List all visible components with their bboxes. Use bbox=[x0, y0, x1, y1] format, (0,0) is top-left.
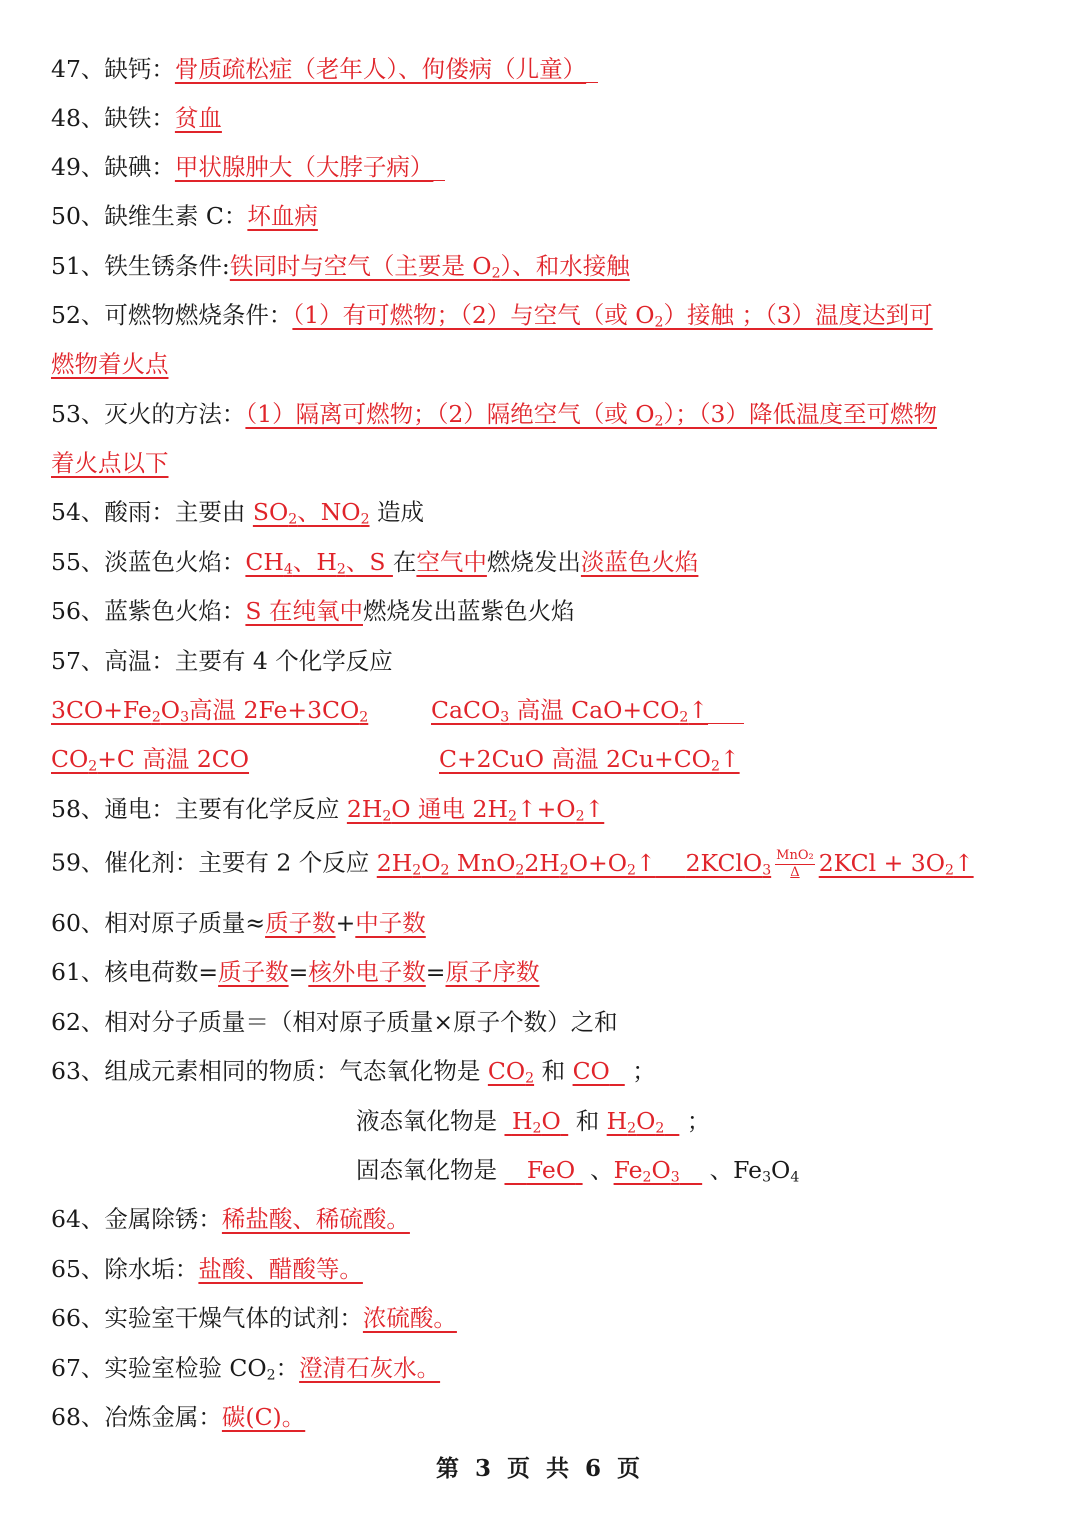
catalyst-condition: $\frac{\text{MnO₂}}{\Delta}$ bbox=[776, 848, 814, 880]
item-answer: $SO_2$、$NO_2$ bbox=[252, 498, 370, 528]
item-label: 63、组成元素相同的物质：气态氧化物是 bbox=[51, 1057, 488, 1085]
item-56: 56、蓝紫色火焰：S 在纯氧中燃烧发出蓝紫色火焰 bbox=[51, 597, 575, 625]
item-54: 54、酸雨：主要由 $SO_2$、$NO_2$ 造成 bbox=[51, 498, 425, 528]
item-49 bbox=[51, 153, 1040, 181]
item-label: 液态氧化物是 bbox=[356, 1107, 505, 1135]
item-label: 50、缺维生素 C： bbox=[51, 202, 248, 230]
item-52-continued bbox=[51, 350, 1040, 378]
item-label: 54、酸雨：主要由 bbox=[51, 498, 253, 526]
item-label: 51、铁生锈条件: bbox=[51, 252, 230, 280]
item-answer: $2H_2O$ 通电 $2H_2↑+O_2↑$ bbox=[346, 795, 605, 825]
item-label: 56、蓝紫色火焰： bbox=[51, 597, 246, 625]
item-55: 55、淡蓝色火焰：$CH_4$、$H_2$、S 在空气中燃烧发出淡蓝色火焰 bbox=[51, 548, 699, 578]
item-label: 66、实验室干燥气体的试剂： bbox=[51, 1304, 363, 1332]
item-label: 52、可燃物燃烧条件： bbox=[51, 301, 293, 329]
item-66 bbox=[51, 1304, 1040, 1332]
item-answer: 坏血病 bbox=[247, 202, 318, 230]
item-label: 61、核电荷数= bbox=[51, 958, 219, 986]
item-answer: S 在纯氧中 bbox=[245, 597, 363, 625]
item-answer: 稀盐酸、稀硫酸。 bbox=[221, 1205, 410, 1233]
item-answer: 着火点以下 bbox=[51, 449, 169, 477]
item-label: 68、冶炼金属： bbox=[51, 1403, 222, 1431]
item-answer: 碳(C)。 bbox=[221, 1403, 306, 1431]
answer-blank bbox=[433, 179, 445, 181]
item-63-solid: 固态氧化物是 FeO 、$Fe_2O_3$ 、$Fe_3O_4$ bbox=[356, 1156, 800, 1186]
item-label: 固态氧化物是 bbox=[356, 1156, 505, 1184]
answer-blank bbox=[708, 722, 744, 724]
item-68 bbox=[51, 1403, 1040, 1431]
item-61: 61、核电荷数=质子数=核外电子数=原子序数 bbox=[51, 958, 540, 986]
item-answer: 铁同时与空气（主要是 $O_2$）、和水接触 bbox=[229, 252, 630, 282]
item-52 bbox=[51, 301, 1040, 331]
item-62 bbox=[51, 1008, 1040, 1036]
item-59 bbox=[51, 848, 1040, 880]
item-48 bbox=[51, 104, 1040, 132]
item-answer: 骨质疏松症（老年人）、佝偻病（儿童） bbox=[174, 55, 587, 83]
item-answer: 甲状腺肿大（大脖子病） bbox=[174, 153, 434, 181]
item-47 bbox=[51, 55, 1040, 83]
item-label: 55、淡蓝色火焰： bbox=[51, 548, 246, 576]
item-answer: 盐酸、醋酸等。 bbox=[198, 1255, 363, 1283]
item-63: 63、组成元素相同的物质：气态氧化物是 $CO_2$ 和 CO ； bbox=[51, 1057, 656, 1087]
item-label: 58、通电：主要有化学反应 bbox=[51, 795, 347, 823]
answer-blank bbox=[586, 81, 598, 83]
item-63-liquid: 液态氧化物是 $H_2O$ 和 $H_2O_2$ ； bbox=[356, 1107, 711, 1137]
item-label: 49、缺碘： bbox=[51, 153, 175, 181]
item-58 bbox=[51, 795, 1040, 825]
item-64 bbox=[51, 1205, 1040, 1233]
reaction-kclo3: $2KCl + 3O_2↑$ bbox=[818, 848, 974, 879]
item-label: 62、相对分子质量＝（相对原子质量×原子个数）之和 bbox=[51, 1008, 618, 1036]
reaction-4: C+2CuO 高温 $2Cu+CO_2↑$ bbox=[439, 745, 740, 775]
item-53-continued bbox=[51, 449, 1040, 477]
item-answer: 贫血 bbox=[174, 104, 222, 132]
item-label: 65、除水垢： bbox=[51, 1255, 199, 1283]
item-label: 59、催化剂：主要有 2 个反应 bbox=[51, 848, 377, 877]
reaction-h2o2: $2H_2O_2$ $MnO_22H_2O+O_2↑$ 2KClO$_3$ bbox=[376, 848, 772, 879]
reaction-row-2 bbox=[51, 745, 1040, 775]
item-answer: $CH_4$、$H_2$、S bbox=[245, 548, 393, 578]
item-answer: 燃物着火点 bbox=[51, 350, 169, 378]
item-65 bbox=[51, 1255, 1040, 1283]
item-67: 67、实验室检验 $CO_2$：澄清石灰水。 bbox=[51, 1354, 441, 1384]
item-label: 64、金属除锈： bbox=[51, 1205, 222, 1233]
reaction-3: $CO_2+C$ 高温 2CO bbox=[51, 745, 250, 775]
item-label: 57、高温：主要有 4 个化学反应 bbox=[51, 647, 393, 675]
item-answer: （1）有可燃物；（2）与空气（或 $O_2$）接触 ；（3）温度达到可 bbox=[292, 301, 933, 331]
item-label: 60、相对原子质量≈ bbox=[51, 909, 266, 937]
item-53 bbox=[51, 400, 1040, 430]
item-label: 48、缺铁： bbox=[51, 104, 175, 132]
item-answer: 澄清石灰水。 bbox=[299, 1354, 441, 1382]
item-57 bbox=[51, 647, 1040, 675]
page-footer: 第 3 页 共 6 页 bbox=[435, 1455, 645, 1482]
item-51 bbox=[51, 252, 1040, 282]
item-answer: （1）隔离可燃物；（2）隔绝空气（或 $O_2$）；（3）降低温度至可燃物 bbox=[245, 400, 937, 430]
reaction-1: $3CO+Fe_2O_3$高温 $2Fe+3CO_2$ bbox=[51, 696, 369, 726]
item-label: 67、实验室检验 CO bbox=[51, 1354, 267, 1382]
item-60: 60、相对原子质量≈质子数+中子数 bbox=[51, 909, 426, 937]
reaction-row-1 bbox=[51, 696, 1040, 726]
item-label: 47、缺钙： bbox=[51, 55, 175, 83]
item-label: 53、灭火的方法： bbox=[51, 400, 246, 428]
item-50 bbox=[51, 202, 1040, 230]
reaction-2: CaCO$_3$ 高温 $CaO+CO_2↑$ bbox=[431, 696, 709, 726]
item-answer: 浓硫酸。 bbox=[362, 1304, 457, 1332]
